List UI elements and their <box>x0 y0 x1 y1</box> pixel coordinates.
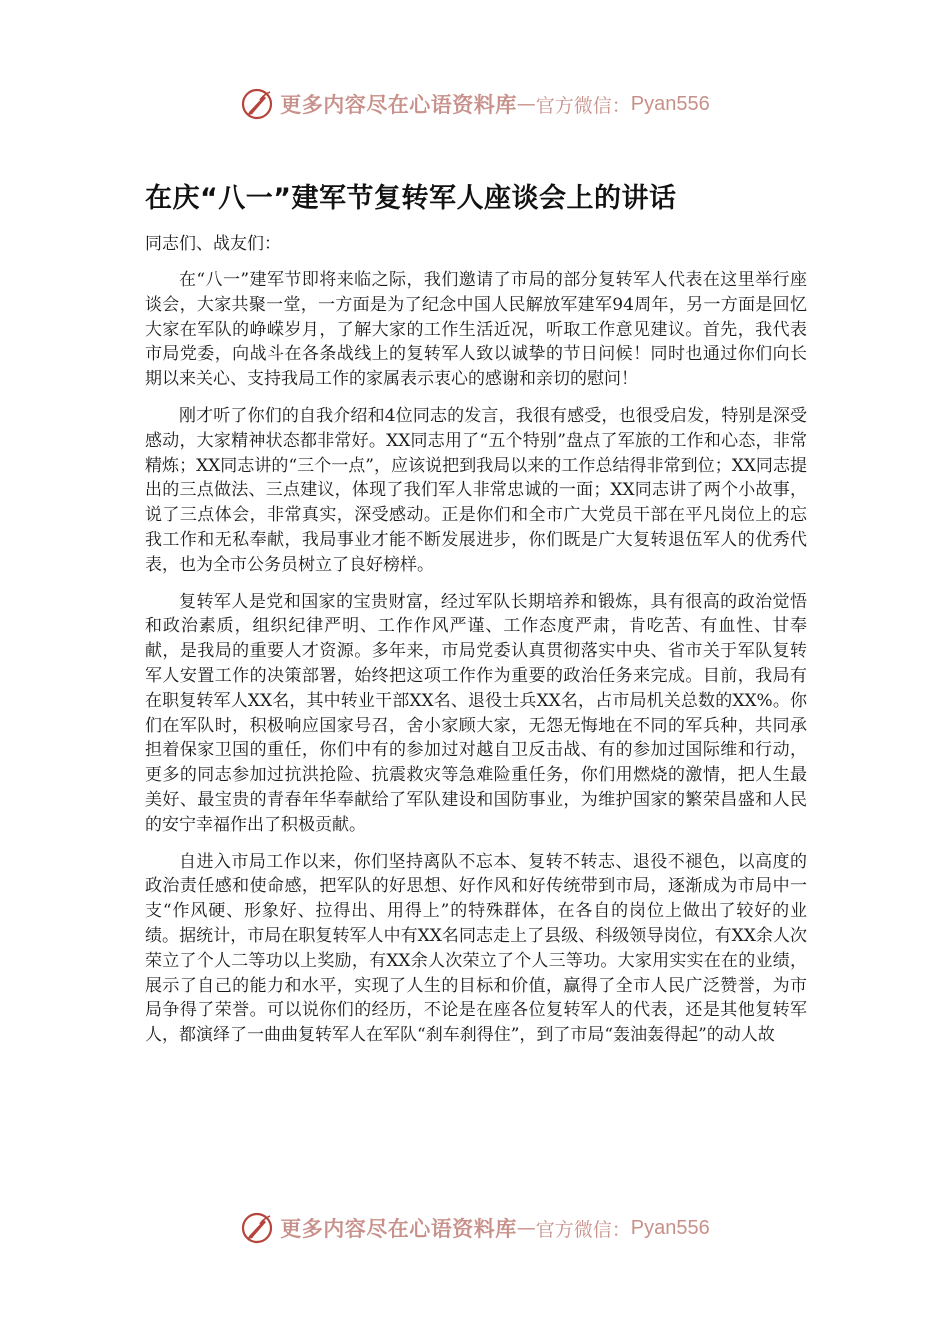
footer-banner <box>0 1208 950 1248</box>
banner-wechat-id: Pyan556 <box>630 92 710 115</box>
paragraph: 自进入市局工作以来，你们坚持离队不忘本、复转不转志、退役不褪色，以高度的政治责任感和使命感，把军队的好思想、好作风和好传统带到市局，逐渐成为市局中一支“作风硬、形象好、拉得出、用得上”的特殊群体，在各自的岗位上做出了较好的业绩。据统计，市局在职复转军人中有XX名同志走上了县级、科级领导岗位，有XX余人次荣立了个人二等功以上奖励，有XX余人次荣立了个人三等功。大家用实实在在的业绩，展示了自己的能力和水平，实现了人生的目标和价值，赢得了全市人民广泛赞誉，为市局争得了荣誉。可以说你们的经历，不论是在座各位复转军人的代表，还是其他复转军人，都演绎了一曲曲复转军人在军队“刹车刹得住”，到了市局“轰油轰得起”的动人故 <box>145 851 807 1046</box>
header-banner <box>0 84 950 124</box>
paragraph: 刚才听了你们的自我介绍和4位同志的发言，我很有感受，也很受启发，特别是深受感动，大家精神状态都非常好。XX同志用了“五个特别”盘点了军旅的工作和心态，非常精炼；XX同志讲的“三个一点”，应该说把到我局以来的工作总结得非常到位；XX同志提出的三点做法、三点建议，体现了我们军人非常忠诚的一面；XX同志讲了两个小故事，说了三点体会，非常真实，深受感动。正是你们和全市广大党员干部在平凡岗位上的忘我工作和无私奉献，我局事业才能不断发展进步，你们既是广大复转退伍军人的优秀代表，也为全市公务员树立了良好榜样。 <box>145 405 807 575</box>
document-title: 在庆“八一”建军节复转军人座谈会上的讲话 <box>145 183 677 214</box>
paragraph: 复转军人是党和国家的宝贵财富，经过军队长期培养和锻炼，具有很高的政治觉悟和政治素质，组织纪律严明、工作作风严谨、工作态度严肃，肯吃苦、有血性、甘奉献，是我局的重要人才资源。多年来，市局党委认真贯彻落实中央、省市关于军队复转军人安置工作的决策部署，始终把这项工作作为重要的政治任务来完成。目前，我局有在职复转军人XX名，其中转业干部XX名、退役士兵XX名，占市局机关总数的XX%。你们在军队时，积极响应国家号召，舍小家顾大家，无怨无悔地在不同的军兵种，共同承担着保家卫国的重任，你们中有的参加过对越自卫反击战、有的参加过国际维和行动，更多的同志参加过抗洪抢险、抗震救灾等急难险重任务，你们用燃烧的激情，把人生最美好、最宝贵的青春年华奉献给了军队建设和国防事业，为维护国家的繁荣昌盛和人民的安宁幸福作出了积极贡献。 <box>145 591 807 835</box>
salutation: 同志们、战友们： <box>145 234 281 254</box>
quill-pen-logo-icon <box>240 1211 274 1245</box>
quill-pen-logo-icon <box>240 87 274 121</box>
banner-wechat-id: Pyan556 <box>630 1216 710 1239</box>
banner-main-text: 更多内容尽在心语资料库 <box>280 92 517 117</box>
document-body <box>145 268 807 1060</box>
banner-wechat-label: 官方微信： <box>535 1218 631 1241</box>
banner-dash: — <box>516 93 536 115</box>
banner-main-text: 更多内容尽在心语资料库 <box>280 1216 517 1241</box>
paragraph: 在“八一”建军节即将来临之际，我们邀请了市局的部分复转军人代表在这里举行座谈会，大家共聚一堂，一方面是为了纪念中国人民解放军建军94周年，另一方面是回忆大家在军队的峥嵘岁月，了解大家的工作生活近况，听取工作意见建议。首先，我代表市局党委，向战斗在各条战线上的复转军人致以诚挚的节日问候！同时也通过你们向长期以来关心、支持我局工作的家属表示衷心的感谢和亲切的慰问！ <box>145 270 807 390</box>
banner-wechat-label: 官方微信： <box>535 94 631 117</box>
banner-dash: — <box>516 1217 536 1239</box>
